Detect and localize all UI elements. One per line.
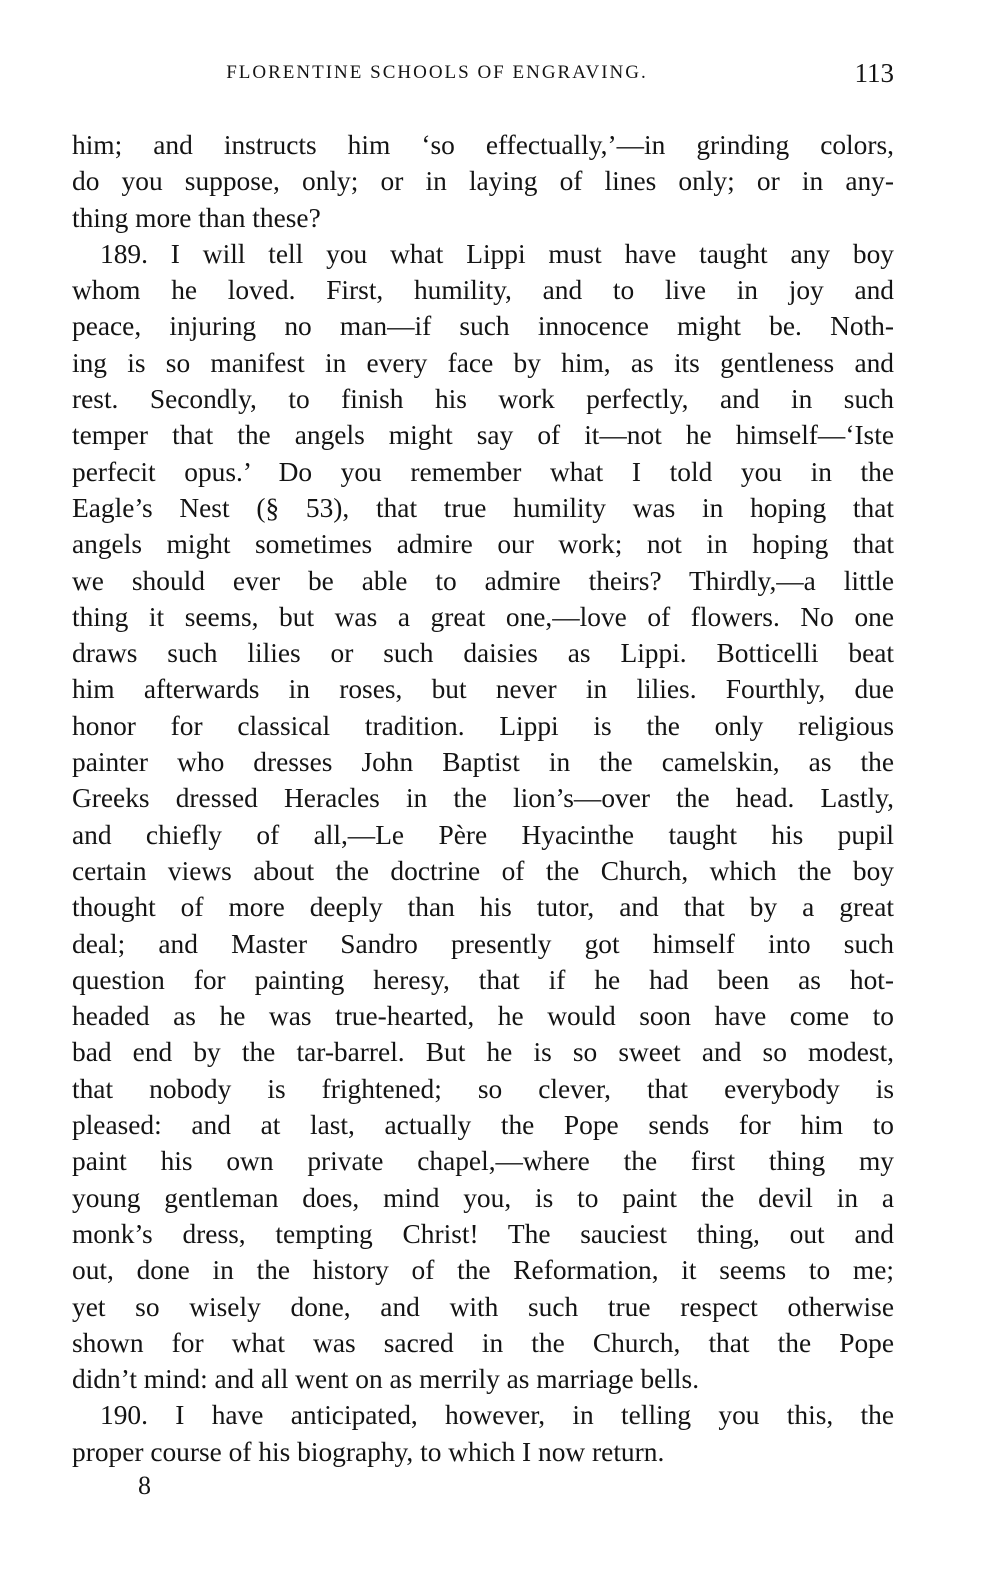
text-line: honor for classical tradition. Lippi is the only religious [72,710,894,741]
text-line: him afterwards in roses, but never in lilies. Fourthly, due [72,674,894,705]
text-line: deal; and Master Sandro presently got himself into such [72,928,894,959]
text-line: that nobody is frightened; so clever, that everybody is [72,1073,894,1104]
text-line: monk’s dress, tempting Christ! The sauciest thing, out and [72,1218,894,1249]
body-text [72,127,894,1470]
text-line: Greeks dressed Heracles in the lion’s—over the head. Lastly, [72,783,894,814]
text-line: rest. Secondly, to finish his work perfectly, and in such [72,384,894,415]
text-line: draws such lilies or such daisies as Lippi. Botticelli beat [72,638,894,669]
text-line: thought of more deeply than his tutor, and that by a great [72,892,894,923]
text-line: 189. I will tell you what Lippi must have taught any boy [100,238,894,269]
text-line: headed as he was true-hearted, he would soon have come to [72,1001,894,1032]
running-title: FLORENTINE SCHOOLS OF ENGRAVING. [226,62,648,83]
running-head [72,56,894,90]
signature-mark: 8 [138,1471,151,1500]
text-line: question for painting heresy, that if he had been as hot- [72,964,894,995]
text-line: young gentleman does, mind you, is to paint the devil in a [72,1182,894,1213]
text-line: angels might sometimes admire our work; not in hoping that [72,529,894,560]
text-line: proper course of his biography, to which I now return. [72,1436,665,1467]
text-line: 190. I have anticipated, however, in telling you this, the [100,1400,894,1431]
text-line: perfecit opus.’ Do you remember what I told you in the [72,456,894,487]
text-line: out, done in the history of the Reformation, it seems to me; [72,1255,894,1286]
text-line: Eagle’s Nest (§ 53), that true humility was in hoping that [72,492,894,523]
text-line: thing more than these? [72,202,321,233]
text-line: shown for what was sacred in the Church, that the Pope [72,1327,894,1358]
page-number: 113 [854,58,894,88]
text-line: thing it seems, but was a great one,—love of flowers. No one [72,601,894,632]
text-line: whom he loved. First, humility, and to live in joy and [72,275,894,306]
text-line: temper that the angels might say of it—not he himself—‘Iste [72,420,894,451]
text-line: yet so wisely done, and with such true respect otherwise [72,1291,894,1322]
text-line: ing is so manifest in every face by him, as its gentleness and [72,347,894,378]
text-line: peace, injuring no man—if such innocence might be. Noth- [72,311,894,342]
text-line: do you suppose, only; or in laying of lines only; or in any- [72,166,894,197]
text-line: certain views about the doctrine of the Church, which the boy [72,855,894,886]
text-line: paint his own private chapel,—where the first thing my [72,1146,894,1177]
text-line: and chiefly of all,—Le Père Hyacinthe taught his pupil [72,819,894,850]
text-line: pleased: and at last, actually the Pope sends for him to [72,1110,894,1141]
text-line: bad end by the tar-barrel. But he is so sweet and so modest, [72,1037,894,1068]
text-line: painter who dresses John Baptist in the camelskin, as the [72,747,894,778]
text-line: him; and instructs him ‘so effectually,’—in grinding colors, [72,130,894,160]
text-line: didn’t mind: and all went on as merrily as marriage bells. [72,1364,700,1395]
text-line: we should ever be able to admire theirs? Thirdly,—a little [72,565,894,596]
